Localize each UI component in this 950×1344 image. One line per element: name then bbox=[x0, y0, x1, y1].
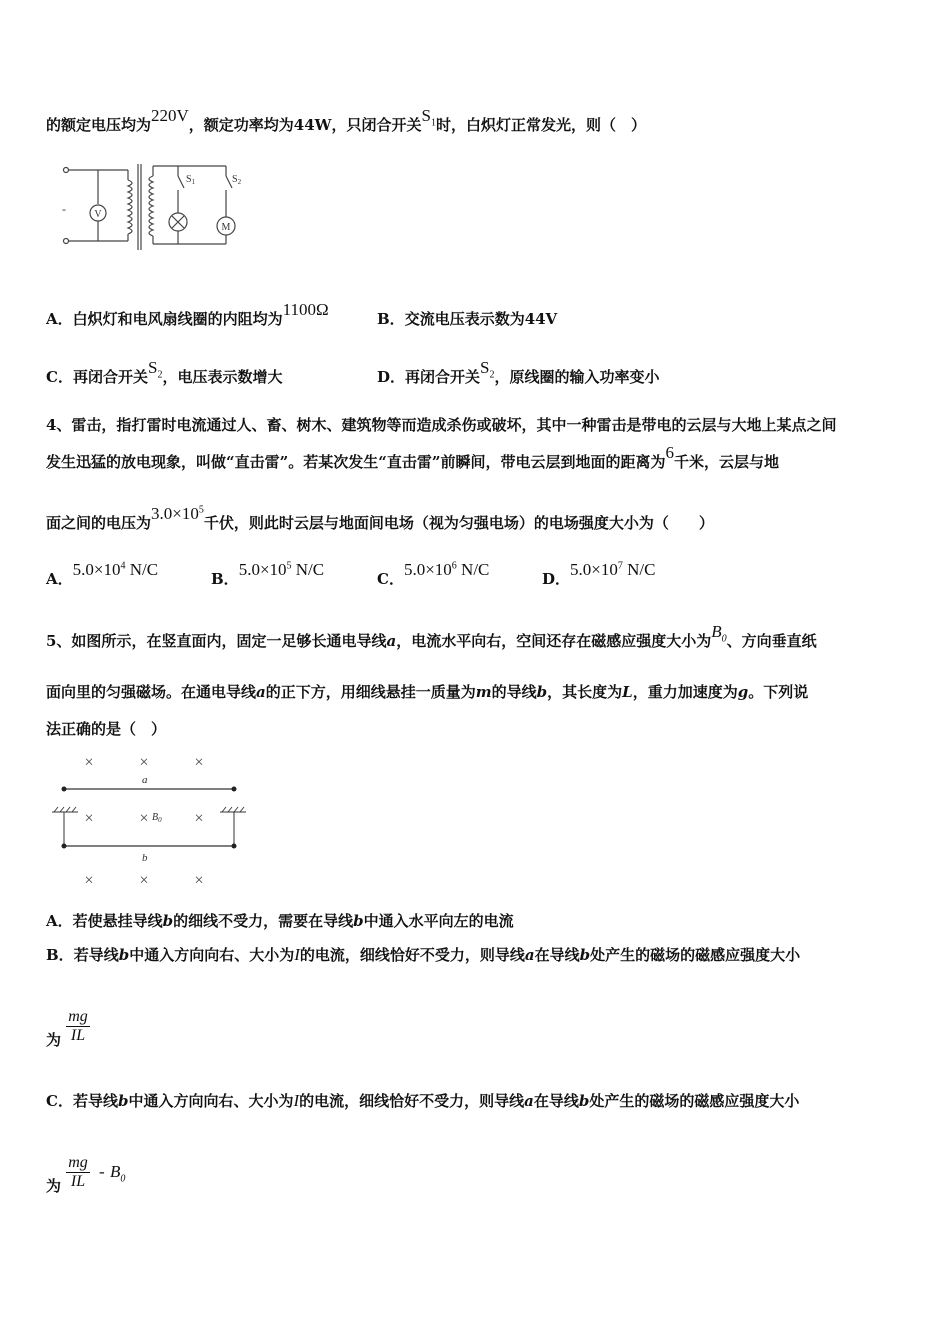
q3-option-c: C．再闭合开关$S_2$，电压表示数增大 bbox=[46, 358, 283, 386]
fraction-mg-over-il: $\frac{mg}{IL}$ bbox=[68, 1008, 88, 1044]
magnetic-field-diagram bbox=[44, 750, 254, 895]
q3-option-a: A．白炽灯和电风扇线圈的内阻均为1100Ω bbox=[46, 300, 329, 328]
field-cross: × bbox=[84, 872, 94, 889]
q4-option-c: C．$5.0\times 10^6$ N/C bbox=[377, 560, 490, 588]
motor-label: M bbox=[221, 222, 231, 233]
s2-label: $S_2$ bbox=[232, 174, 242, 186]
q5-option-b: B．若导线b中通入方向向右、大小为I的电流，细线恰好不受力，则导线a在导线b处产生的磁场的磁感应强度大小 bbox=[46, 945, 801, 964]
q4-option-d: D．$5.0\times 10^7$ N/C bbox=[542, 560, 656, 588]
fraction-mg-over-il: $\frac{mg}{IL}$ bbox=[68, 1154, 88, 1190]
q5-option-c-answer: 为 $\frac{mg}{IL}$ - $B_0$ bbox=[46, 1154, 126, 1195]
q3-option-b: B．交流电压表示数为44V bbox=[377, 310, 558, 328]
q5-option-c: C．若导线b中通入方向向右、大小为I的电流，细线恰好不受力，则导线a在导线b处产生的磁场的磁感应强度大小 bbox=[46, 1091, 800, 1110]
field-cross: × bbox=[194, 754, 204, 771]
field-cross: × bbox=[139, 810, 149, 827]
transformer-circuit-diagram bbox=[56, 158, 246, 260]
q3-stem: 的额定电压均为220V，额定功率均为44W，只闭合开关$S_1$时，白炽灯正常发光，则（ ） bbox=[46, 106, 647, 134]
q5-stem-line2: 面向里的匀强磁场。在通电导线a的正下方，用细线悬挂一质量为m的导线b，其长度为L，重力加速度为g。下列说 bbox=[46, 683, 809, 701]
field-cross: × bbox=[194, 810, 204, 827]
minus-sign: - bbox=[62, 202, 66, 216]
input-terminal-top bbox=[64, 168, 69, 173]
switch-s1 bbox=[178, 176, 184, 188]
q5-option-b-answer: 为 $\frac{mg}{IL}$ bbox=[46, 1008, 88, 1049]
q3-option-d: D．再闭合开关$S_2$，原线圈的输入功率变小 bbox=[377, 358, 660, 386]
q5-stem-line3: 法正确的是（ ） bbox=[46, 720, 167, 738]
b0-label: $B_0$ bbox=[152, 812, 162, 824]
q4-stem-line1: 4、雷击，指打雷时电流通过人、畜、树木、建筑物等而造成杀伤或破坏，其中一种雷击是带电的云层与大地上某点之间 bbox=[46, 416, 837, 434]
input-terminal-bottom bbox=[64, 239, 69, 244]
field-cross: × bbox=[84, 754, 94, 771]
q4-option-b: B．$5.0\times 10^5$ N/C bbox=[211, 560, 325, 588]
field-cross: × bbox=[194, 872, 204, 889]
wire-b-label: b bbox=[142, 852, 148, 864]
wire-a-label: a bbox=[142, 774, 148, 786]
q4-option-a: A．$5.0\times 10^4$ N/C bbox=[46, 560, 159, 588]
field-cross: × bbox=[139, 872, 149, 889]
field-cross: × bbox=[139, 754, 149, 771]
q5-option-a: A．若使悬挂导线b的细线不受力，需要在导线b中通入水平向左的电流 bbox=[46, 912, 514, 930]
q5-stem-line1: 5、如图所示，在竖直面内，固定一足够长通电导线a，电流水平向右，空间还存在磁感应强度大小为$B_0$、方向垂直纸 bbox=[46, 622, 817, 650]
voltmeter-label: V bbox=[94, 209, 102, 220]
field-cross: × bbox=[84, 810, 94, 827]
s1-label: $S_1$ bbox=[186, 174, 196, 186]
q4-stem-line3: 面之间的电压为$3.0\times 10^5$千伏，则此时云层与地面间电场（视为匀强电场）的电场强度大小为（ ） bbox=[46, 504, 714, 532]
q4-stem-line2: 发生迅猛的放电现象，叫做“直击雷”。若某次发生“直击雷”前瞬间，带电云层到地面的距离为6千米，云层与地 bbox=[46, 443, 780, 471]
